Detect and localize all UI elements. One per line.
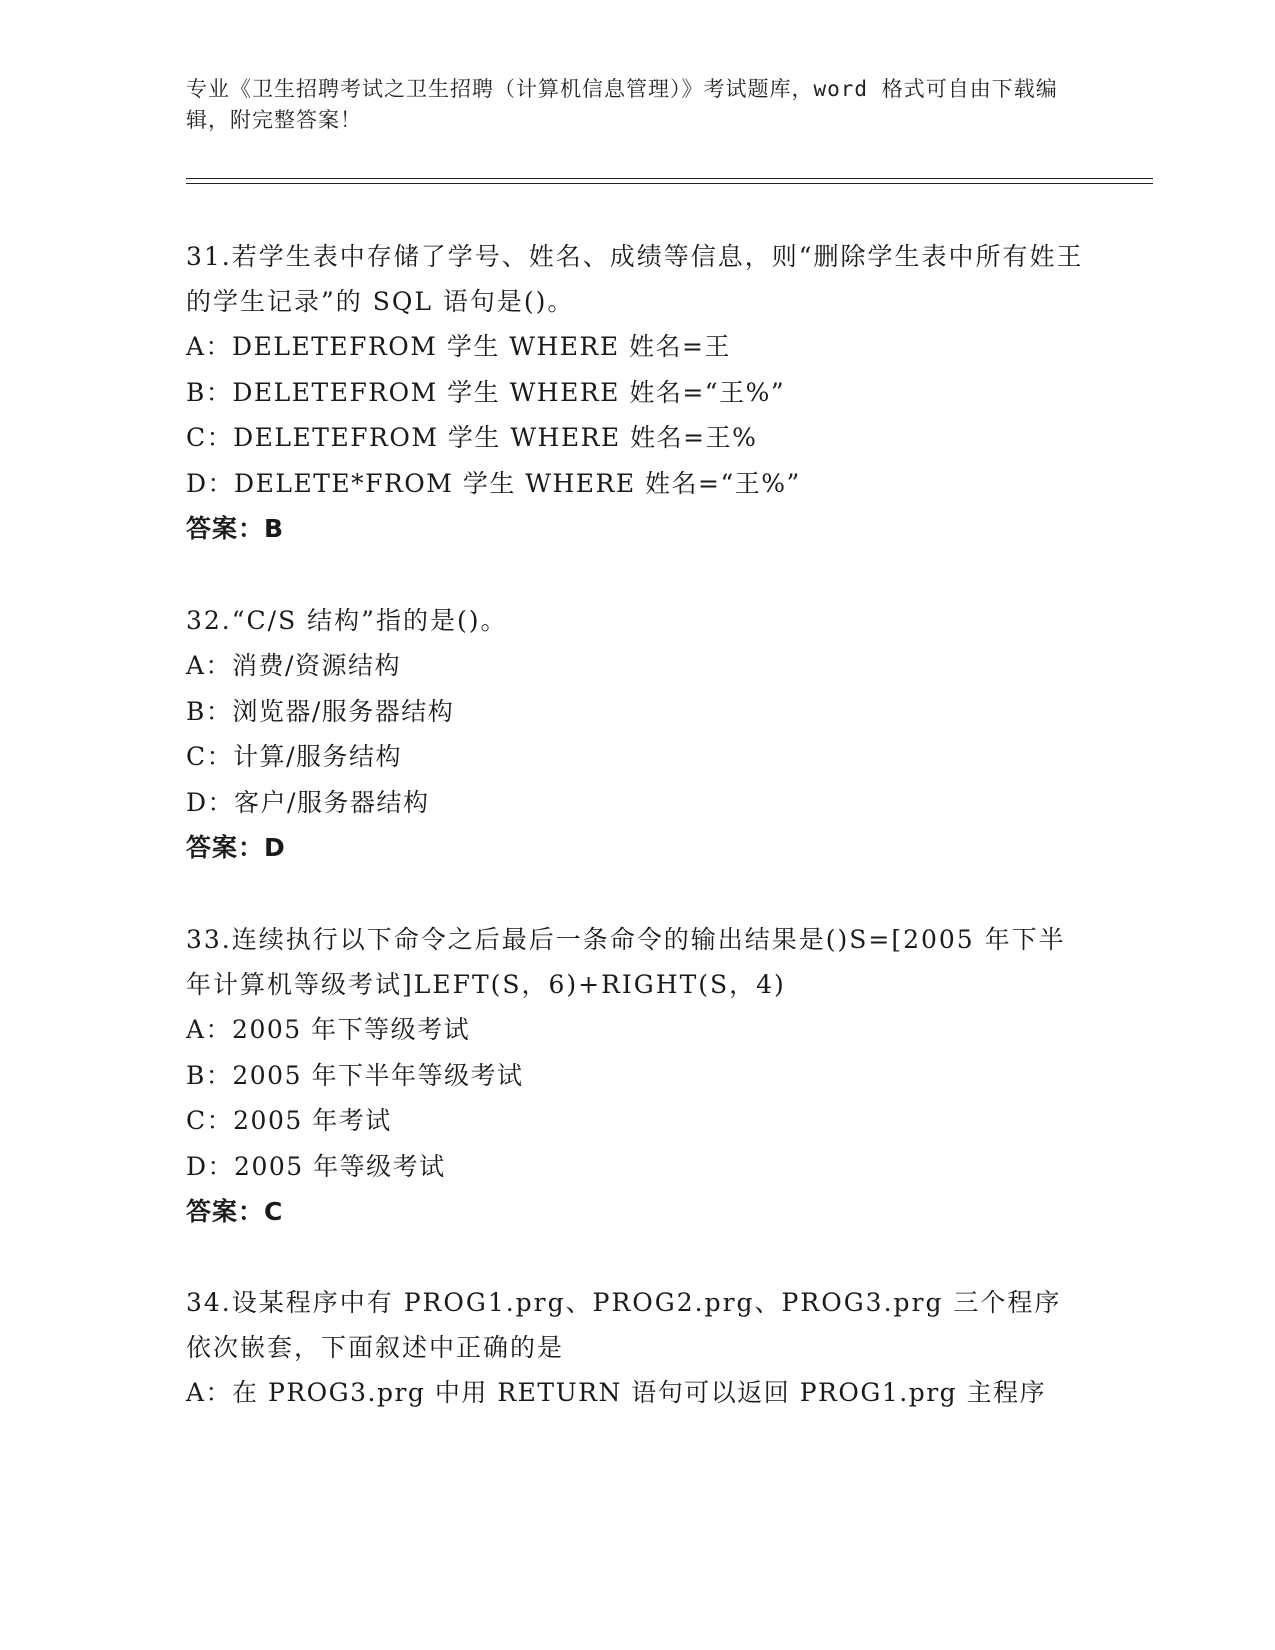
- question-stem: 31.若学生表中存储了学号、姓名、成绩等信息，则“删除学生表中所有姓王的学生记录”的 SQL 语句是()。: [186, 242, 1084, 316]
- option-b: B：2005 年下半年等级考试: [186, 1060, 524, 1090]
- question-34: [186, 1280, 1086, 1416]
- question-31: [186, 234, 1086, 551]
- option-d: D：DELETE*FROM 学生 WHERE 姓名=“王%”: [186, 468, 801, 498]
- header-divider-top: [186, 178, 1153, 179]
- question-33: [186, 917, 1086, 1234]
- question-32: [186, 598, 1086, 870]
- option-b: B：DELETEFROM 学生 WHERE 姓名=“王%”: [186, 377, 786, 407]
- answer: 答案：D: [186, 833, 286, 862]
- answer: 答案：C: [186, 1197, 284, 1226]
- option-a: A：DELETEFROM 学生 WHERE 姓名=王: [186, 332, 731, 361]
- answer: 答案：B: [186, 514, 285, 543]
- question-stem: 33.连续执行以下命令之后最后一条命令的输出结果是()S=[2005 年下半年计算机等级考试]LEFT(S，6)+RIGHT(S，4): [186, 925, 1066, 999]
- option-c: C：计算/服务结构: [186, 742, 403, 771]
- option-a: A：消费/资源结构: [186, 651, 401, 680]
- option-c: C：DELETEFROM 学生 WHERE 姓名=王%: [186, 423, 758, 452]
- option-c: C：2005 年考试: [186, 1106, 392, 1135]
- option-a: A：2005 年下等级考试: [186, 1015, 471, 1044]
- option-b: B：浏览器/服务器结构: [186, 696, 455, 726]
- question-stem: 32.“C/S 结构”指的是()。: [186, 606, 508, 635]
- option-d: D：2005 年等级考试: [186, 1151, 446, 1181]
- header-divider-bottom: [186, 183, 1153, 184]
- document-header: 专业《卫生招聘考试之卫生招聘（计算机信息管理）》考试题库，word 格式可自由下载编辑，附完整答案！: [186, 77, 1058, 132]
- option-d: D：客户/服务器结构: [186, 787, 430, 817]
- question-stem: 34.设某程序中有 PROG1.prg、PROG2.prg、PROG3.prg 三个程序依次嵌套，下面叙述中正确的是: [186, 1288, 1062, 1362]
- option-a: A：在 PROG3.prg 中用 RETURN 语句可以返回 PROG1.prg 主程序: [186, 1378, 1047, 1407]
